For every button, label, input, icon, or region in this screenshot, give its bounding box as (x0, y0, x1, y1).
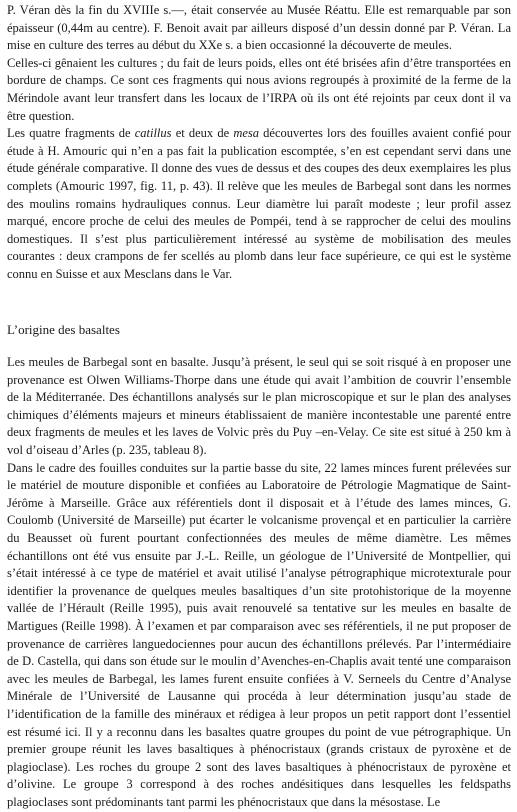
term-mesa: mesa (233, 126, 260, 141)
paragraph-3 (7, 125, 511, 283)
paragraph-2: Celles-ci gênaient les cultures ; du fait de leurs poids, elles ont été brisées afin d’être transportées en bordure de champs. Ce sont ces fragments qui nous avions regroupés à proximité de la ferme de la Mérindole avant leur transfert dans les locaux de l’IRPA où ils ont été rejoints par ceux dont il va être question. (7, 55, 511, 123)
paragraph-5: Dans le cadre des fouilles conduites sur la partie basse du site, 22 lames minces furent prélevées sur le matériel de mouture disponible et confiées au Laboratoire de Pétrologie Magmatique de Saint-Jérôme à Marseille. Grâce aux référentiels dont il disposait et à l’étude des lames minces, G. Coulomb (Université de Marseille) put écarter le volcanisme provençal et en particulier la carrière du Beausset où furent pourtant confectionnées des meules de même diamètre. Les mêmes échantillons ont été vus ensuite par J.-L. Reille, un géologue de l’Université de Montpellier, qui s’était intéressé à ce type de matériel et avait utilisé l’analyse pétrographique microtexturale pour identifier la provenance de quelques meules basaltiques d’un site protohistorique de la moyenne vallée de l’Hérault (Reille 1995), puis avait renouvelé sa tentative sur les meules en basalte de Martigues (Reille 1998). À l’examen et par comparaison avec ses référentiels, il ne put proposer de provenance de carrières languedociennes pour aucun des échantillons prélevés. Par l’intermédiaire de D. Castella, qui dans son étude sur le moulin d’Avenches-en-Chaplis avait tenté une comparaison avec les meules de Barbegal, les lames furent ensuite confiées à V. Serneels du Centre d’Analyse Minérale de l’Université de Lausanne qui procéda à leur détermination jusqu’au stade de l’identification de la famille des minéraux et rédigea à leur propos un petit rapport dont l’essentiel est résumé ici. Il y a reconnu dans les basaltes quatre groupes du point de vue pétrographique. Un premier groupe réunit les laves basaltiques à phénocristaux (grands cristaux de pyroxène et de plagioclase). Les roches du groupe 2 sont des laves basaltiques à phénocristaux de pyroxène et d’olivine. Le groupe 3 correspond à des roches andésitiques dans lesquelles les feldspaths plagioclases sont prédominants tant parmi les phénocristaux que dans la mésostase. Le (7, 460, 511, 809)
paragraph-3-text-a: Les quatre fragments de (7, 126, 135, 141)
paragraph-3-text-c: découvertes lors des fouilles avaient confié pour étude à H. Amouric qui n’en a pas fait la publication escomptée, s’en est cependant servi dans une étude générale comparative. Il donne des vues de dessus et des coupes des deux exemplaires les plus complets (Amouric 1997, fig. 11, p. 43). Il relève que les meules de Barbegal sont dans les normes des moulins romains hydrauliques connus. Leur diamètre lui paraît modeste ; leur profil assez marqué, encore proche de celui des meules de Pompéi, tend à se rapprocher de celui des moulins domestiques. Il s’est plus particulièrement intéressé au système de mobilisation des meules courantes : deux crampons de fer scellés au plomb dans leur face supérieure, ce qui est le système connu en Suisse et aux Mesclans dans le Var. (7, 126, 511, 281)
paragraph-4: Les meules de Barbegal sont en basalte. Jusqu’à présent, le seul qui se soit risqué à en proposer une provenance est Olwen Williams-Thorpe dans une étude qui avait l’ambition de couvrir l’ensemble de la Méditerranée. Des échantillons analysés sur le plan microscopique et sur le plan des analyses chimiques d’éléments majeurs et mineurs établissaient de manière incontestable une parenté entre deux fragments de meules et les laves de Volvic près du Puy –en-Velay. Ce site est situé à 250 km à vol d’oiseau d’Arles (p. 235, tableau 8). (7, 355, 511, 458)
section-heading: L’origine des basaltes (7, 321, 120, 337)
paragraph-3-text-b: et deux de (171, 126, 234, 141)
term-catillus: catillus (134, 126, 172, 141)
paragraph-1: P. Véran dès la fin du XVIIIe s.—, était conservée au Musée Réattu. Elle est remarquable par son épaisseur (0,44m au centre). F. Benoit avait par ailleurs disposé d’un dessin donné par P. Véran. La mise en culture des terres au début du XXe s. a bien occasionné la découverte de meules. (7, 3, 511, 53)
